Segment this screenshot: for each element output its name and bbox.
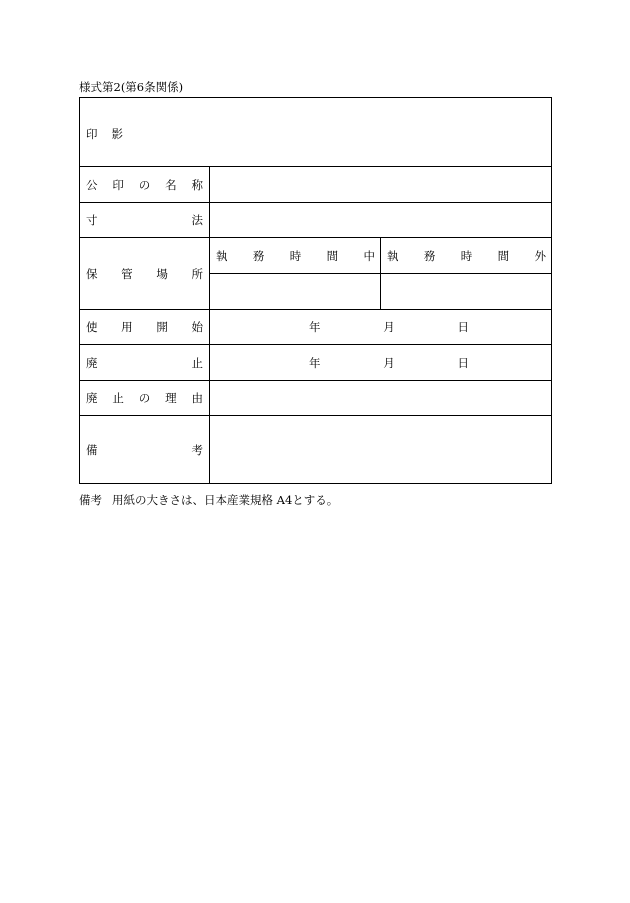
storage-row-header <box>80 238 552 274</box>
day-unit: 日 <box>457 320 469 334</box>
seal-impression-cell[interactable] <box>80 98 552 167</box>
footnote-text: 用紙の大きさは、日本産業規格 A4とする。 <box>112 493 339 507</box>
year-unit: 年 <box>309 355 321 370</box>
dimensions-label: 寸 法 <box>80 203 210 238</box>
remarks-label: 備 考 <box>80 416 210 484</box>
dimensions-row <box>80 203 552 238</box>
abolition-row <box>80 345 552 381</box>
remarks-row <box>80 416 552 484</box>
outside-hours-field[interactable] <box>381 274 552 310</box>
form-title: 様式第2(第6条関係) <box>79 80 184 94</box>
month-unit: 月 <box>383 320 395 334</box>
during-hours-label: 執 務 時 間 中 <box>210 238 381 274</box>
seal-name-field[interactable] <box>210 167 552 203</box>
seal-registration-form <box>79 97 552 484</box>
storage-location-label: 保 管 場 所 <box>80 238 210 310</box>
seal-name-label: 公 印 の 名 称 <box>80 167 210 203</box>
year-unit: 年 <box>309 320 321 334</box>
abolition-reason-label: 廃 止 の 理 由 <box>80 381 210 416</box>
month-unit: 月 <box>383 355 395 370</box>
abolition-label: 廃 止 <box>80 345 210 381</box>
during-hours-field[interactable] <box>210 274 381 310</box>
seal-name-row <box>80 167 552 203</box>
abolition-reason-field[interactable] <box>210 381 552 416</box>
outside-hours-label: 執 務 時 間 外 <box>381 238 552 274</box>
seal-impression-label: 印 影 <box>86 127 123 141</box>
footnote-label: 備考 <box>79 493 102 507</box>
start-use-row <box>80 310 552 345</box>
seal-impression-row <box>80 98 552 167</box>
footnote <box>79 493 338 507</box>
abolition-date-field[interactable] <box>210 345 552 381</box>
start-use-label: 使 用 開 始 <box>80 310 210 345</box>
start-use-date-field[interactable] <box>210 310 552 345</box>
day-unit: 日 <box>457 355 469 370</box>
abolition-reason-row <box>80 381 552 416</box>
remarks-field[interactable] <box>210 416 552 484</box>
dimensions-field[interactable] <box>210 203 552 238</box>
